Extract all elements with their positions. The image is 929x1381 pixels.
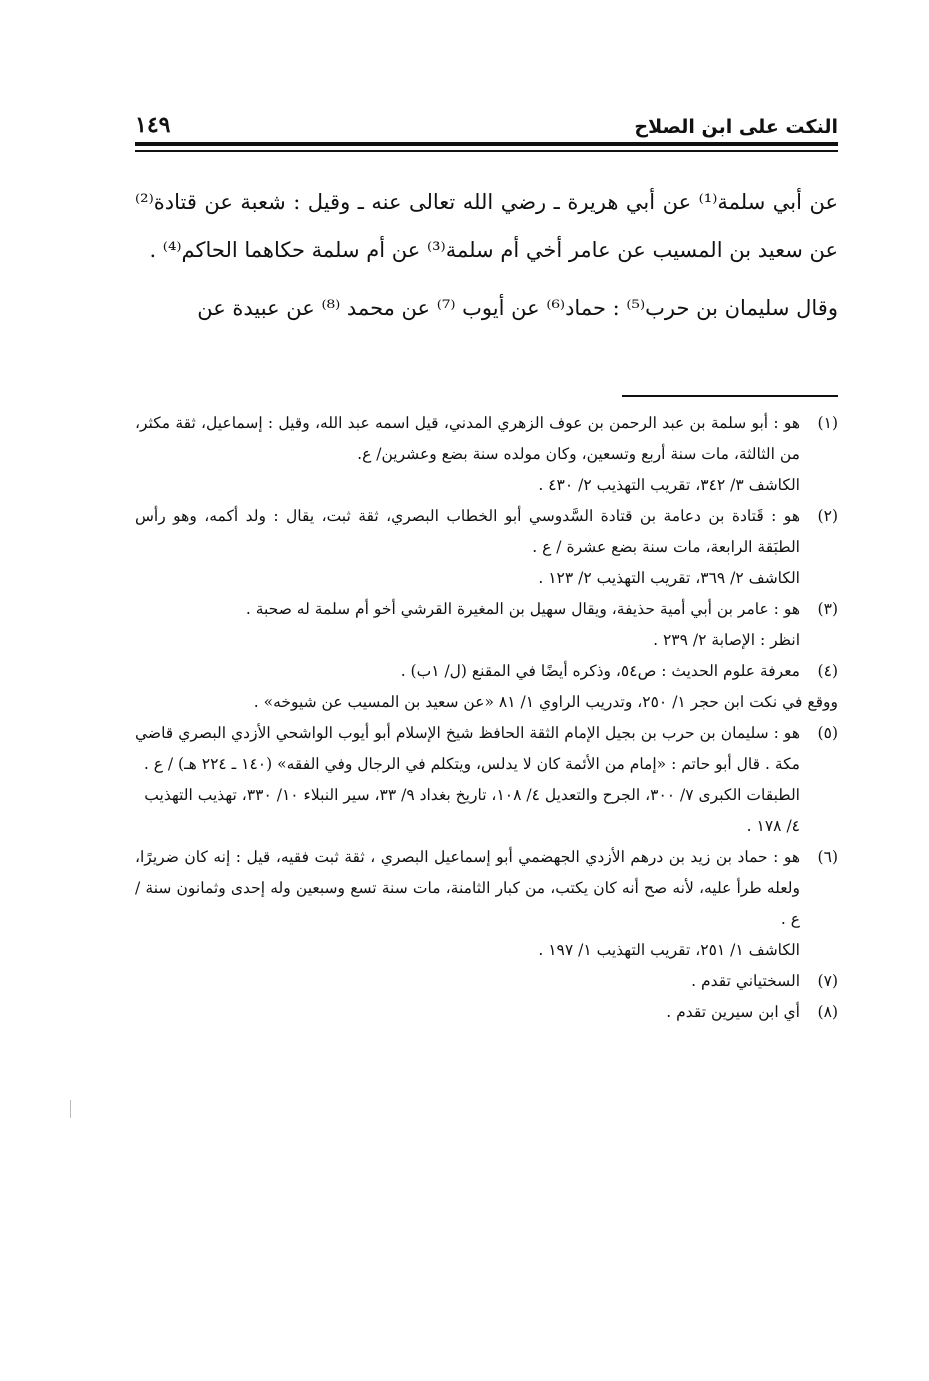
footnote-separator (622, 395, 838, 397)
footnote-number: (٨) (817, 1003, 838, 1021)
scan-margin-mark (70, 1100, 71, 1118)
footnote-6 (135, 842, 838, 966)
footnote-text: السختياني تقدم . (691, 972, 800, 990)
footnote-source: الكاشف ٣/ ٣٤٢، تقريب التهذيب ٢/ ٤٣٠ . (538, 476, 800, 494)
footnotes-list (135, 408, 838, 1028)
running-title: النكت على ابن الصلاح (634, 116, 838, 138)
main-text (135, 178, 838, 332)
footnote-source: الطبقات الكبرى ٧/ ٣٠٠، الجرح والتعديل ٤/ ١٠٨، تاريخ بغداد ٩/ ٣٣، سير النبلاء ١٠/ ٣٣٠، تهذيب التهذيب ٤/ ١٧٨ . (144, 786, 800, 835)
footnote-number: (٥) (817, 724, 838, 742)
main-paragraph: عن أبي سلمة⁽¹⁾ عن أبي هريرة ـ رضي الله تعالى عنه ـ وقيل : شعبة عن قتادة⁽²⁾ عن سعيد بن المسيب عن عامر أخي أم سلمة⁽³⁾ عن أم سلمة حكاهما الحاكم⁽⁴⁾ . (135, 190, 839, 262)
footnote-text: معرفة علوم الحديث : ص٥٤، وذكره أيضًا في المقنع (ل/ ١ب) . (400, 662, 800, 680)
footnote-7 (135, 966, 838, 997)
footnote-number: (١) (817, 414, 838, 432)
footnote-text: هو : حماد بن زيد بن درهم الأزدي الجهضمي أبو إسماعيل البصري ، ثقة ثبت فقيه، قيل : إنه كان ضريرًا، ولعله طرأ عليه، لأنه صح أنه كان يكتب، من كبار الثامنة، مات سنة تسع وسبعين وله إحدى وثمانون سنة / ع . (135, 848, 800, 928)
footnote-2 (135, 501, 838, 594)
footnote-text: هو : أبو سلمة بن عبد الرحمن بن عوف الزهري المدني، قيل اسمه عبد الله، وقيل : إسماعيل، ثقة مكثر، من الثالثة، مات سنة أربع وتسعين، وكان مولده سنة بضع وعشرين/ ع. (135, 414, 800, 463)
header-rule-thick (135, 142, 838, 146)
footnote-5 (135, 718, 838, 842)
footnote-text: هو : قَتادة بن دعامة بن قتادة السَّدوسي أبو الخطاب البصري، ثقة ثبت، يقال : ولد أكمه، وهو رأس الطبَقة الرابعة، مات سنة بضع عشرة / ع . (135, 507, 800, 556)
footnote-text: هو : سليمان بن حرب بن بجيل الإمام الثقة الحافظ شيخ الإسلام أبو أيوب الواشحي الأزدي البصري قاضي مكة . قال أبو حاتم : «إمام من الأئمة كان لا يدلس، ويتكلم في الرجال وفي الفقه» (١٤٠ ـ ٢٢٤ هـ) / ع . (135, 724, 800, 773)
footnote-number: (٦) (817, 848, 838, 866)
footnote-number: (٣) (817, 600, 838, 618)
footnote-source: الكاشف ١/ ٢٥١، تقريب التهذيب ١/ ١٩٧ . (538, 941, 800, 959)
footnote-text: أي ابن سيرين تقدم . (666, 1003, 800, 1021)
footnote-source: الكاشف ٢/ ٣٦٩، تقريب التهذيب ٢/ ١٢٣ . (538, 569, 800, 587)
page-header (135, 104, 838, 138)
footnote-note: ووقع في نكت ابن حجر ١/ ٢٥٠، وتدريب الراوي ١/ ٨١ «عن سعيد بن المسيب عن شيوخه» . (253, 693, 838, 711)
footnote-number: (٤) (817, 662, 838, 680)
footnote-number: (٧) (817, 972, 838, 990)
footnote-source: انظر : الإصابة ٢/ ٢٣٩ . (653, 631, 800, 649)
footnote-1 (135, 408, 838, 501)
footnote-text: هو : عامر بن أبي أمية حذيفة، ويقال سهيل بن المغيرة القرشي أخو أم سلمة له صحبة . (245, 600, 800, 618)
main-paragraph: وقال سليمان بن حرب⁽⁵⁾ : حماد⁽⁶⁾ عن أيوب ⁽⁷⁾ عن محمد ⁽⁸⁾ عن عبيدة عن (197, 296, 838, 320)
footnote-4 (135, 656, 838, 718)
footnote-8 (135, 997, 838, 1028)
footnote-number: (٢) (817, 507, 838, 525)
footnote-3 (135, 594, 838, 656)
header-rule-thin (135, 150, 838, 152)
page-number: ١٤٩ (135, 112, 171, 138)
